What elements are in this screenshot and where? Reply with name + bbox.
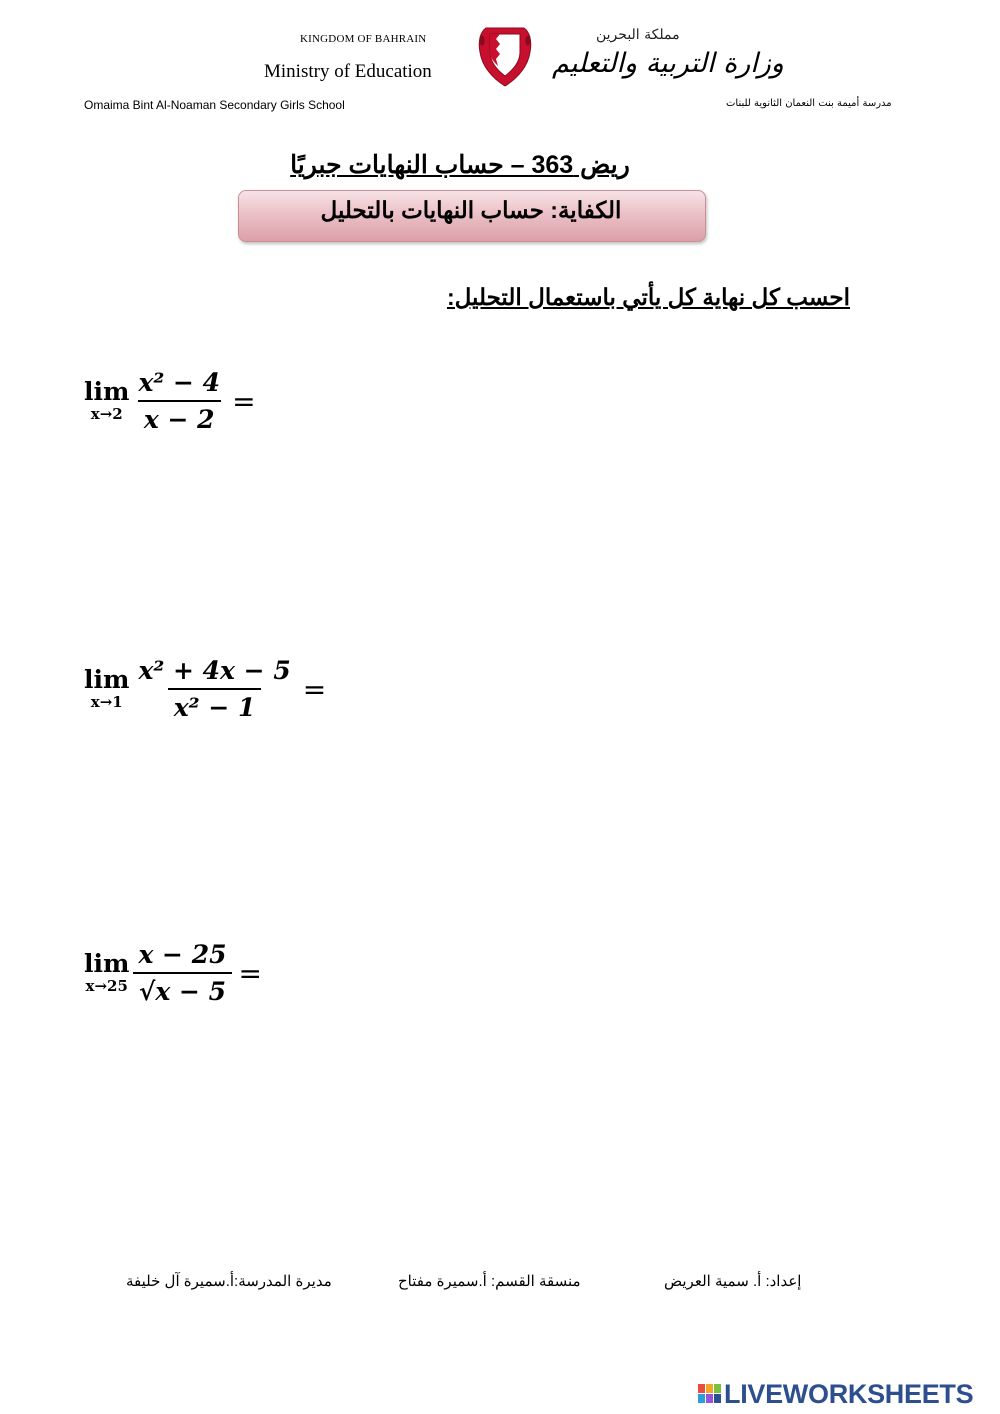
equals-sign: =: [232, 384, 256, 418]
ministry-en: Ministry of Education: [264, 61, 432, 82]
school-ar: مدرسة أميمة بنت النعمان الثانوية للبنات: [726, 98, 892, 109]
lim-approach: x→2: [90, 405, 123, 423]
numerator: x² + 4x − 5: [138, 656, 291, 685]
equals-sign: =: [302, 672, 327, 706]
equals-sign: =: [238, 956, 262, 990]
lim-label: lim: [84, 377, 130, 406]
page-title: ريض 363 – حساب النهايات جبريًا: [290, 151, 630, 179]
limit-problem-2: [84, 656, 326, 722]
limit-problem-3: [84, 940, 262, 1006]
fraction: [132, 368, 226, 434]
competency-label: الكفاية: حساب النهايات بالتحليل: [320, 197, 622, 223]
numerator: x − 25: [138, 940, 227, 969]
lim-approach: x→25: [85, 977, 128, 995]
denominator: x² − 1: [168, 688, 262, 722]
limit-problem-1: [84, 368, 256, 434]
denominator: √x − 5: [133, 972, 232, 1006]
liveworksheets-badge-icon: [698, 1384, 722, 1404]
prepared-by: إعداد: أ. سمية العريض: [664, 1273, 802, 1290]
lim-label: lim: [84, 665, 130, 694]
kingdom-en: KINGDOM OF BAHRAIN: [300, 33, 427, 45]
coordinator: منسقة القسم: أ.سميرة مفتاح: [398, 1273, 581, 1290]
numerator: x² − 4: [138, 368, 221, 397]
fraction: [132, 940, 232, 1006]
ministry-ar: وزارة التربية والتعليم: [552, 48, 784, 79]
lim-approach: x→1: [90, 693, 123, 711]
instruction: احسب كل نهاية كل يأتي باستعمال التحليل:: [446, 284, 850, 310]
bahrain-crest-icon: [476, 22, 534, 90]
fraction: [132, 656, 296, 722]
lim-label: lim: [84, 949, 130, 978]
liveworksheets-logo-link[interactable]: LIVEWORKSHEETS: [724, 1379, 974, 1409]
principal: مديرة المدرسة:أ.سميرة آل خليفة: [126, 1273, 332, 1290]
kingdom-ar: مملكة البحرين: [596, 27, 680, 43]
denominator: x − 2: [138, 400, 221, 434]
school-en: Omaima Bint Al-Noaman Secondary Girls School: [84, 98, 345, 112]
